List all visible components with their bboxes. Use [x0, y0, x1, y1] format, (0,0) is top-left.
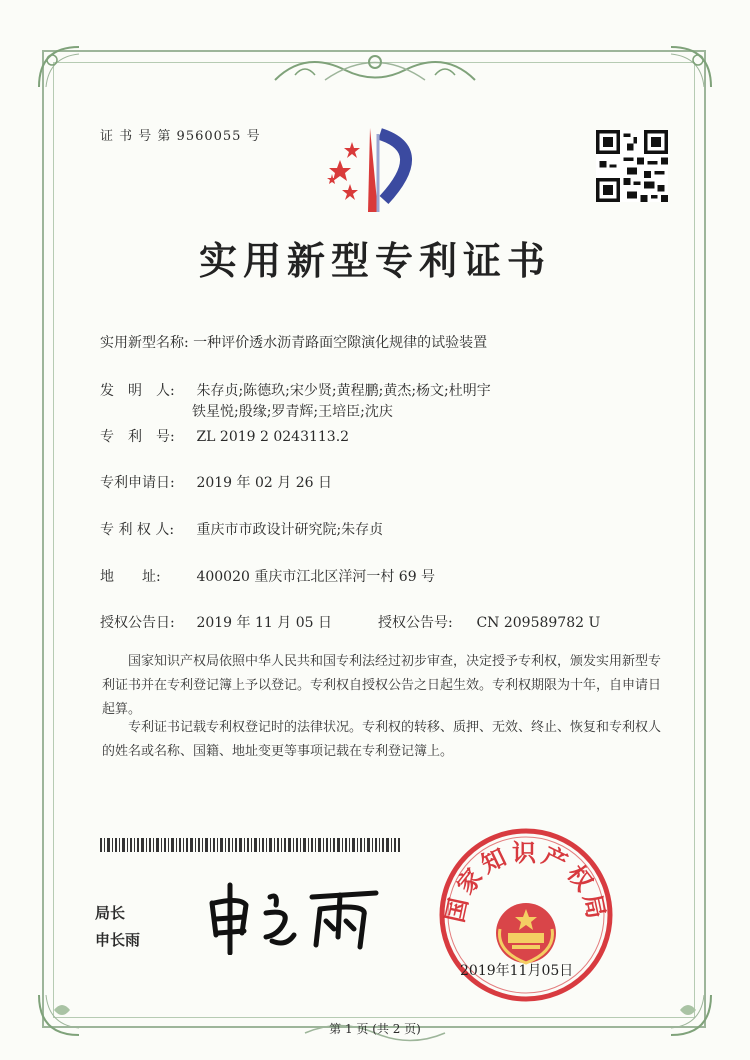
utility-model-name-value: 一种评价透水沥青路面空隙演化规律的试验装置 [193, 335, 488, 351]
corner-ornament-top-right [626, 42, 716, 132]
inventor-value-line2: 铁星悦;殷缘;罗青辉;王培臣;沈庆 [192, 404, 393, 420]
patentee-value: 重庆市市政设计研究院;朱存贞 [196, 522, 384, 538]
patentee-row [100, 520, 383, 540]
grant-number-value: CN 209589782 U [476, 615, 601, 631]
certificate-number-value: 9560055 [176, 129, 242, 144]
patent-number-label: 专 利 号: [100, 429, 175, 445]
certificate-number-suffix: 号 [246, 129, 261, 144]
utility-model-name-row [100, 333, 487, 353]
corner-ornament-top-left [34, 42, 124, 132]
inventor-label: 发 明 人: [100, 383, 175, 399]
patentee-label: 专 利 权 人: [100, 522, 175, 538]
seal-text: 国家知识产权局 [440, 839, 612, 925]
grant-number-label: 授权公告号: [378, 615, 453, 631]
utility-model-name-label: 实用新型名称: [100, 335, 189, 351]
grant-date-row [100, 613, 332, 633]
address-row [100, 567, 435, 587]
inventor-value-line1: 朱存贞;陈德玖;宋少贤;黄程鹏;黄杰;杨文;杜明宇 [196, 383, 491, 399]
body-paragraph-1: 国家知识产权局依照中华人民共和国专利法经过初步审查，决定授予专利权，颁发实用新型专利证书并在专利登记簿上予以登记。专利权自授权公告之日起生效。专利权期限为十年，自申请日起算。 [102, 654, 662, 717]
page-number: 第 1 页 (共 2 页) [329, 1022, 421, 1036]
inventor-row [100, 381, 491, 401]
barcode [100, 838, 400, 852]
inventor-row-2 [192, 402, 393, 422]
grant-date-label: 授权公告日: [100, 615, 175, 631]
filing-date-label: 专利申请日: [100, 475, 175, 491]
filing-date-value: 2019 年 02 月 26 日 [196, 475, 332, 491]
address-label: 地 址: [100, 569, 161, 585]
address-value: 400020 重庆市江北区洋河一村 69 号 [196, 569, 436, 585]
top-ornament [265, 40, 485, 100]
filing-date-row [100, 473, 332, 493]
patent-number-value: ZL 2019 2 0243113.2 [196, 429, 350, 445]
patent-office-logo [318, 120, 438, 220]
qr-code [596, 130, 668, 202]
certificate-number-label: 证 书 号 第 [100, 129, 172, 144]
body-paragraph-2: 专利证书记载专利权登记时的法律状况。专利权的转移、质押、无效、终止、恢复和专利权人的姓名或名称、国籍、地址变更等事项记载在专利登记簿上。 [102, 720, 662, 759]
grant-date-value: 2019 年 11 月 05 日 [196, 615, 332, 631]
certificate-number [100, 125, 261, 144]
director-name: 申长雨 [95, 931, 141, 949]
seal-date: 2019年11月05日 [460, 963, 574, 979]
patent-number-row [100, 427, 349, 447]
grant-number-row [378, 613, 600, 633]
certificate-title: 实用新型专利证书 [198, 238, 551, 283]
director-title: 局长 [95, 904, 126, 922]
director-signature [200, 875, 390, 955]
